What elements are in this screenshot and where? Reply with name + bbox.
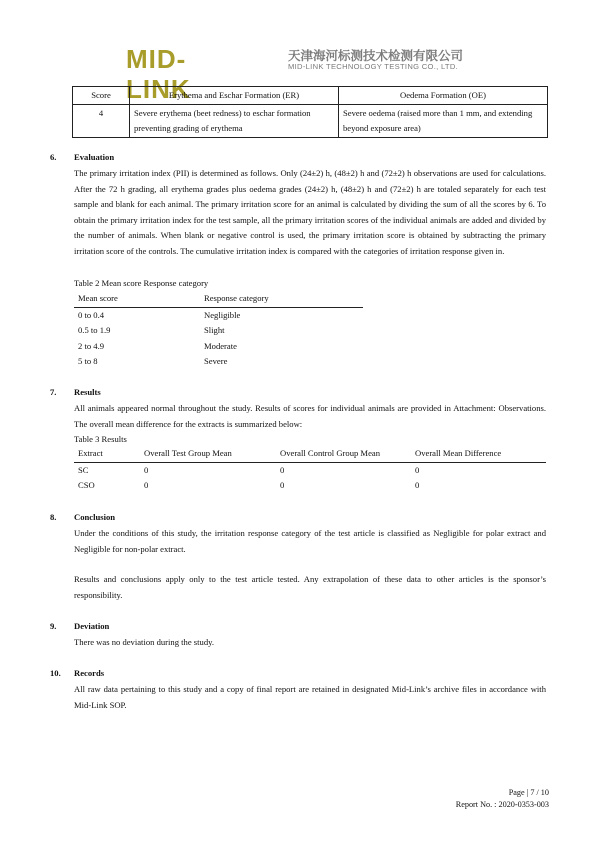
table-cell: SC (78, 464, 89, 475)
section-text: All raw data pertaining to this study and a copy of final report are retained in designated Mid-Link’s archive files in accordance with Mid-Link SOP. (74, 684, 546, 710)
table-row (74, 478, 546, 494)
score-table (72, 86, 548, 138)
table-caption: Table 3 Results (74, 434, 127, 444)
table-header: Overall Test Group Mean (140, 446, 276, 462)
table-header-row (74, 291, 363, 307)
table-cell: 0 (415, 480, 420, 490)
page-number: Page | 7 / 10 (508, 788, 549, 797)
table-header-row (74, 446, 546, 462)
table-cell: Negligible (204, 309, 241, 320)
section-number: 6. (50, 152, 57, 162)
table-cell: 0 to 0.4 (78, 309, 105, 320)
table-row (74, 354, 363, 370)
table-row (74, 462, 546, 478)
table-row (73, 105, 548, 138)
table-header: Overall Control Group Mean (276, 446, 411, 462)
table-row (74, 307, 363, 323)
table-row (74, 323, 363, 339)
section-text: All animals appeared normal throughout the study. Results of scores for individual animals are provided in Attachment: Observations. The overall mean difference for the extracts is summarized below: (74, 403, 546, 429)
section-title: Results (74, 387, 101, 397)
table-cell: 0 (144, 480, 149, 490)
table-header-row (73, 87, 548, 105)
section-text: The primary irritation index (PII) is determined as follows. Only (24±2) h, (48±2) h and (72±2) h observations are used for calculations. After the 72 h grading, all erythema grades plus oedema grades (24±2) h, (48±2) h and (72±2) h are totaled separately for each test sample and blank for each animal. The primary irritation score for an animal is calculated by dividing the sum of all the scores by 6. To obtain the primary irritation index for the test sample, all the primary irritation scores of the individual animals are added and divided by the number of animals. When blank or negative control is used, the primary irritation score is obtained by subtracting the primary irritation score of the controls. The cumulative irritation index is compared with the categories of irritation response given in. (74, 168, 546, 256)
section-title: Conclusion (74, 512, 116, 522)
section-number: 9. (50, 621, 57, 631)
table-header: Overall Mean Difference (411, 446, 546, 462)
section-text: Under the conditions of this study, the irritation response category of the test article is classified as Negligible for polar extract and Negligible for non-polar extract. (74, 528, 546, 554)
section-number: 8. (50, 512, 57, 522)
table-row (74, 339, 363, 355)
section-title: Evaluation (74, 152, 115, 162)
table-cell: Severe (204, 356, 228, 366)
section-text: There was no deviation during the study. (74, 637, 215, 647)
company-name-cn: 天津海河标测技术检测有限公司 (288, 48, 464, 63)
table-cell: 5 to 8 (78, 356, 98, 366)
table-cell: 4 (73, 105, 130, 138)
section-text: Results and conclusions apply only to the test article tested. Any extrapolation of these data to other articles is the sponsor’s responsibility. (74, 574, 546, 600)
table-header: Score (73, 87, 130, 105)
logo-text: MID-LINK (126, 44, 191, 104)
table-header: Erythema and Eschar Formation (ER) (130, 87, 339, 105)
response-category-table (74, 291, 363, 370)
table-caption: Table 2 Mean score Response category (74, 278, 209, 288)
company-name-en: MID-LINK TECHNOLOGY TESTING CO., LTD. (288, 62, 459, 71)
table-cell: 2 to 4.9 (78, 340, 105, 351)
section-title: Deviation (74, 621, 110, 631)
table-cell: CSO (78, 480, 95, 490)
report-number: Report No. : 2020-0353-003 (455, 800, 549, 809)
section-number: 7. (50, 387, 57, 397)
table-header: Oedema Formation (OE) (339, 87, 548, 105)
table-cell: 0.5 to 1.9 (78, 325, 111, 335)
table-cell: 0 (415, 464, 420, 475)
table-cell: Severe oedema (raised more than 1 mm, and extending beyond exposure area) (339, 105, 548, 138)
table-cell: 0 (280, 464, 285, 475)
table-cell: Moderate (204, 340, 237, 351)
table-header: Response category (200, 291, 363, 307)
table-header: Extract (74, 446, 140, 462)
section-title: Records (74, 668, 105, 678)
table-header: Mean score (74, 291, 200, 307)
table-cell: 0 (144, 464, 149, 475)
results-table (74, 446, 546, 494)
section-number: 10. (50, 668, 61, 678)
table-cell: 0 (280, 480, 285, 490)
table-cell: Slight (204, 325, 225, 335)
table-cell: Severe erythema (beet redness) to eschar formation preventing grading of erythema (130, 105, 339, 138)
